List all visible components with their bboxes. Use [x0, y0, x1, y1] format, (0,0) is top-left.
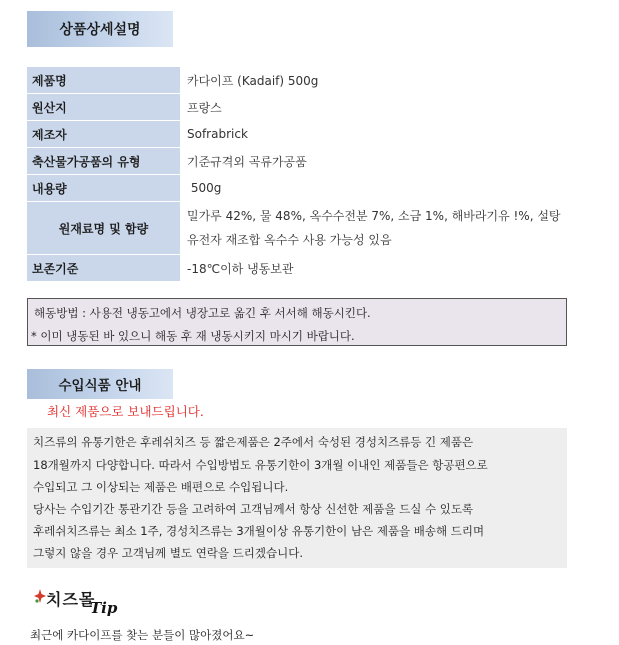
spec-value-line: 유전자 재조합 옥수수 사용 가능성 있음	[187, 233, 392, 247]
product-details-title: 상품상세설명	[59, 22, 141, 38]
spec-label: 제조자	[27, 121, 180, 148]
info-line: 수입되고 그 이상되는 제품은 배편으로 수입됩니다.	[33, 480, 289, 494]
tip-label: Tip	[90, 599, 118, 617]
info-line: 18개월까지 다양합니다. 따라서 수입방법도 유통기한이 3개월 이내인 제품들은 항공편으로	[33, 458, 488, 472]
tip-text: 최근에 카다이프를 찾는 분들이 많아졌어요~	[30, 628, 255, 642]
import-info-header	[27, 369, 173, 399]
spec-row-type	[27, 148, 567, 175]
spec-row-origin	[27, 94, 567, 121]
spec-row-manufacturer	[27, 121, 567, 148]
info-line: 그렇지 않을 경우 고객님께 별도 연락을 드리겠습니다.	[33, 546, 303, 560]
spec-value: Sofrabrick	[187, 127, 248, 141]
spec-row-ingredients	[27, 202, 567, 255]
thaw-method-text: 해동방법 : 사용전 냉동고에서 냉장고로 옮긴 후 서서해 해동시킨다.	[34, 306, 371, 320]
thaw-notice-box	[27, 298, 567, 346]
spec-row-storage	[27, 255, 567, 282]
sparkle-icon	[34, 589, 46, 603]
spec-table	[27, 67, 567, 282]
spec-value: 카다이프 (Kadaif) 500g	[187, 73, 319, 88]
brand-name: 치즈몰	[46, 590, 96, 609]
spec-label: 보존기준	[27, 255, 180, 282]
fresh-product-note: 최신 제품으로 보내드립니다.	[47, 404, 204, 419]
info-line: 치즈류의 유통기한은 후레쉬치즈 등 짧은제품은 2주에서 숙성된 경성치즈류등 긴 제품은	[33, 435, 474, 449]
spec-label: 축산물가공품의 유형	[27, 148, 180, 175]
import-info-title: 수입식품 안내	[58, 378, 142, 394]
spec-label: 제품명	[27, 67, 180, 94]
product-details-header	[27, 11, 173, 47]
spec-value-line: 밀가루 42%, 물 48%, 옥수수전분 7%, 소금 1%, 해바라기유 !%, 설탕	[187, 209, 561, 223]
spec-value: 기준규격외 곡류가공품	[187, 154, 307, 169]
spec-value: 500g	[187, 181, 222, 195]
spec-label: 원재료명 및 함량	[27, 202, 180, 255]
spec-row-name	[27, 67, 567, 94]
spec-value	[180, 202, 567, 255]
refreeze-warning-text: * 이미 냉동된 바 있으니 해동 후 재 냉동시키지 마시기 바랍니다.	[31, 329, 355, 343]
spec-label: 원산지	[27, 94, 180, 121]
import-info-box	[27, 428, 567, 568]
spec-row-content	[27, 175, 567, 202]
cheesemall-tip-logo	[34, 587, 124, 619]
spec-label: 내용량	[27, 175, 180, 202]
info-line: 당사는 수입기간 통관기간 등을 고려하여 고객님께서 항상 신선한 제품을 드실 수 있도록	[33, 502, 474, 516]
info-line: 후레쉬치즈류는 최소 1주, 경성치즈류는 3개월이상 유통기한이 남은 제품을 배송해 드리며	[33, 524, 485, 538]
spec-value: 프랑스	[187, 100, 222, 115]
spec-value: -18℃이하 냉동보관	[187, 261, 294, 276]
